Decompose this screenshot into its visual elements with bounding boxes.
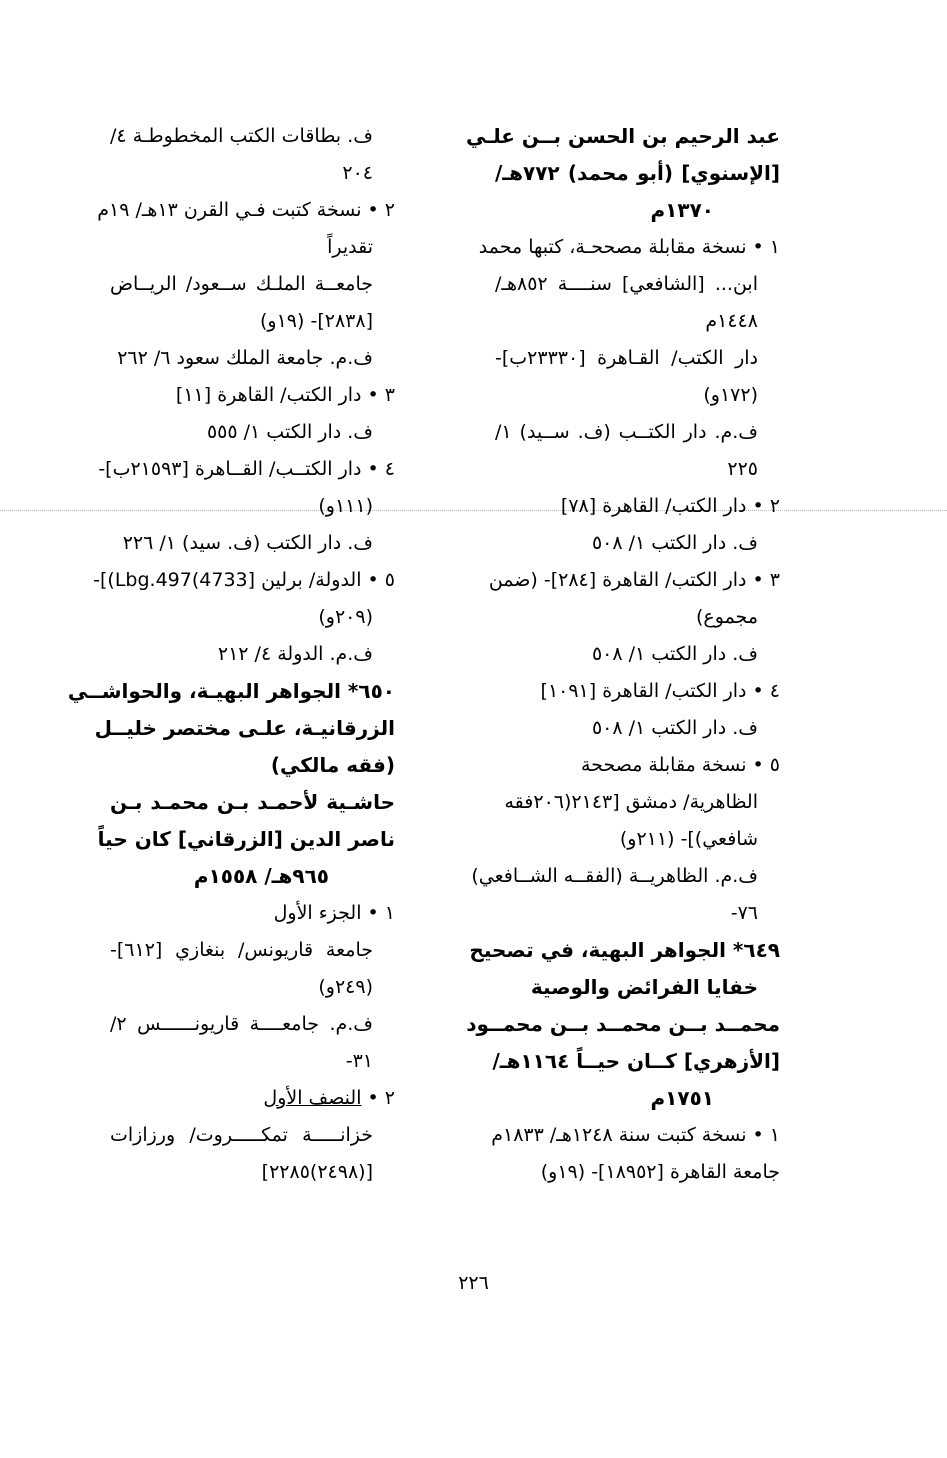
text-line: ٢ • نسخة كتبت فـي القرن ١٣هـ/ ١٩م (97, 199, 395, 221)
text-line: ٤ • دار الكتب/ القاهرة [١٠٩١] (540, 680, 780, 702)
text-line: جامعة القاهرة [١٨٩٥٢]- (١٩و) (540, 1161, 780, 1183)
right-column (466, 118, 780, 1191)
text-line: دار الكتب/ القـاهرة [٢٣٣٣٠ب]- (495, 347, 758, 369)
text-line: ١٣٧٠م (650, 198, 714, 222)
text-line: ١٤٤٨م (705, 310, 758, 332)
text-line: ف. دار الكتب ١/ ٥٥٥ (206, 421, 373, 443)
text-line: ابن... [الشافعي] سنــــة ٨٥٢هـ/ (495, 273, 758, 295)
text-line: (١١١و) (318, 495, 373, 517)
text-line: ٦٤٩* الجواهر البهية، في تصحيح (469, 938, 780, 962)
text-line: جامعــة الملـك ســعود/ الريــاض (110, 273, 373, 295)
text-line: ٢ • دار الكتب/ القاهرة [٧٨] (560, 495, 780, 517)
text-line: (٢٤٩و) (318, 976, 373, 998)
text-line: (فقه مالكي) (270, 753, 395, 777)
text-line: ١٧٥١م (650, 1086, 714, 1110)
text-line: تقديراً (327, 236, 373, 258)
text-line: ٩٦٥هـ/ ١٥٥٨م (193, 864, 329, 888)
text-line: ف. دار الكتب (ف. سيد) ١/ ٢٢٦ (122, 532, 373, 554)
text-line: ف. دار الكتب ١/ ٥٠٨ (591, 643, 758, 665)
text-line: ٣ • دار الكتب/ القاهرة [٢٨٤]- (ضمن (488, 569, 780, 591)
text-line: ف. دار الكتب ١/ ٥٠٨ (591, 717, 758, 739)
text-line: ٥ • نسخة مقابلة مصححة (581, 754, 780, 776)
text-line: ١ • نسخة مقابلة مصححـة، كتبها محمد (478, 236, 780, 258)
text-line: ف. دار الكتب ١/ ٥٠٨ (591, 532, 758, 554)
text-line: ٤ • دار الكتــب/ القــاهرة [٢١٥٩٣ب]- (98, 458, 395, 480)
text-line: (١٧٢و) (703, 384, 758, 406)
text-line: ف.م. الظاهريــة (الفقــه الشــافعي) (471, 865, 758, 887)
text-line: ١ • الجزء الأول (273, 902, 395, 924)
text-line: ٢ • النصف الأول (263, 1087, 395, 1109)
text-line: ف.م. جامعــــة قاريونــــــس ٢/ (110, 1013, 373, 1035)
page-number: ٢٢٦ (458, 1272, 489, 1294)
text-line: ٢٠٤ (342, 162, 373, 184)
text-line: ٧٦- (730, 902, 758, 924)
text-line: محمــد بــن محمــد بــن محمــود (466, 1012, 780, 1036)
text-line: عبد الرحيم بن الحسن بــن علـي (466, 124, 780, 148)
text-line: شافعي)]- (٢١١و) (619, 828, 758, 850)
text-line: ناصر الدين [الزرقاني] كان حياً (97, 827, 395, 851)
text-line: الظاهرية/ دمشق [٢١٤٣(٢٠٦فقه (504, 791, 758, 813)
text-line: ٥ • الدولة/ برلين [4733)Lbg.497)]- (93, 569, 395, 591)
text-line: ٣ • دار الكتب/ القاهرة [١١] (175, 384, 395, 406)
text-line: ف.م. جامعة الملك سعود ٦/ ٢٦٢ (117, 347, 373, 369)
text-line: (٢٠٩و) (318, 606, 373, 628)
text-line: [الأزهري] كــان حيــاً ١١٦٤هـ/ (492, 1049, 780, 1073)
text-line: ١ • نسخة كتبت سنة ١٢٤٨هـ/ ١٨٣٣م (491, 1124, 780, 1146)
text-line: [٢٨٣٨]- (١٩و) (260, 310, 373, 332)
text-line: خزانـــــة تمكـــــروت/ ورزازات (110, 1124, 373, 1146)
text-line: ٢٢٥ (727, 458, 758, 480)
text-line: ف.م. الدولة ٤/ ٢١٢ (217, 643, 373, 665)
text-line: حاشـية لأحمـد بـن محمـد بـن (110, 790, 395, 814)
text-line: جامعة قاريونس/ بنغازي [٦١٢]- (110, 939, 373, 961)
text-line: ف. بطاقات الكتب المخطوطـة ٤/ (110, 125, 373, 147)
text-line: الزرقانيـة، علـى مختصر خليــل (94, 716, 395, 740)
text-line: ف.م. دار الكتــب (ف. ســيد) ١/ (495, 421, 758, 443)
text-line: ٦٥٠* الجواهر البهيـة، والحواشــي (67, 679, 395, 703)
text-line: ٣١- (345, 1050, 373, 1072)
left-column (67, 118, 395, 1191)
text-line: [(٢٤٩٨)٢٢٨٥] (261, 1161, 373, 1183)
text-line: [الإسنوي] (أبو محمد) ٧٧٢هـ/ (495, 161, 780, 185)
text-line: مجموع) (696, 606, 758, 628)
text-line: خفايا الفرائض والوصية (530, 975, 758, 999)
